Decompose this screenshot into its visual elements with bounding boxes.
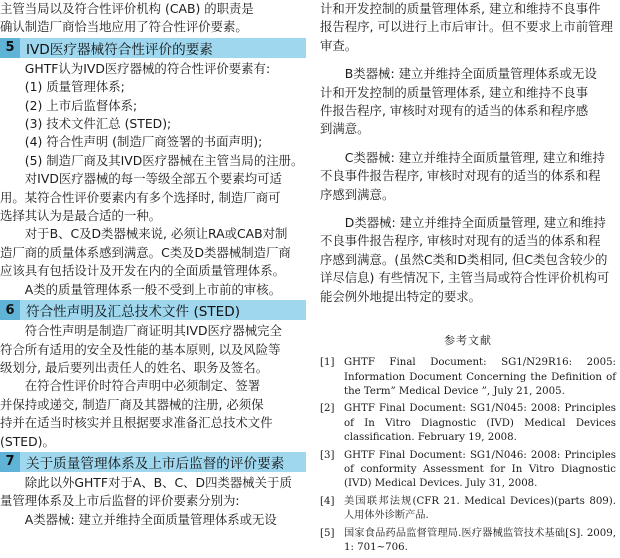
reference-item	[320, 495, 616, 524]
reference-item	[320, 402, 616, 445]
reference-number: [2]	[320, 403, 335, 415]
sec7-p2: A类器械: 建立并维持全面质量管理体系或无设	[24, 511, 277, 527]
section-7-number: 7	[0, 452, 20, 472]
sec5-item-5: (5) 制造厂商及其IVD医疗器械在主管当局的注册。	[24, 152, 304, 168]
reference-number: [3]	[320, 449, 335, 461]
sec5-p2-line-2: 造厂商的质量体系感到满意。C类及D类器械制造厂商	[0, 244, 291, 260]
sec5-p3: A类的质量管理体系一般不受到上市前的审核。	[24, 281, 282, 297]
section-7-title: 关于质量管理体系及上市后监督的评价要素	[26, 455, 285, 472]
section-5-number: 5	[0, 38, 20, 58]
sec6-p2-line-3: 持并在适当时核实并且根据要求准备汇总技术文件	[0, 415, 273, 431]
reference-text: 国家食品药品监督管理局.医疗器械监管技术基础[S]. 2009, 1: 701~706.	[344, 527, 616, 553]
sec6-p1-line-1: 符合性声明是制造厂商证明其IVD医疗器械完全	[24, 323, 282, 339]
reference-number: [5]	[320, 527, 335, 539]
class-d-line-1: D类器械: 建立并维持全面质量管理, 建立和维持	[344, 215, 606, 231]
right-p0-line-1: 计和开发控制的质量管理体系, 建立和维持不良事件	[320, 1, 601, 16]
right-p0-line-2: 报告程序, 可以进行上市后审计。但不要求上市前管理	[320, 19, 613, 35]
sec6-p2-line-4: (STED)。	[0, 433, 55, 449]
section-6-heading	[0, 300, 306, 320]
class-d-line-2: 不良事件报告程序, 审核时对现有的适当的体系和程	[320, 233, 601, 249]
reference-number: [4]	[320, 495, 335, 507]
reference-item	[320, 449, 616, 492]
sec7-p1-line-1: 除此以外GHTF对于A、B、C、D四类器械关于质	[24, 474, 292, 490]
section-7-heading	[0, 452, 306, 472]
class-d-line-5: 能会例外地提出特定的要求。	[320, 288, 482, 304]
sec6-p1-line-2: 符合所有适用的安全及性能的基本原则, 以及风险等	[0, 341, 281, 357]
sec6-p2-line-1: 在符合性评价时符合声明中必须制定、签署	[24, 378, 261, 394]
intro-line-1: 主管当局以及符合性评价机构 (CAB) 的职责是	[0, 1, 254, 16]
reference-text: GHTF Final Document: SG1/N046: 2008: Principles of conformity Assessment for In Vitro Diagnostic (IVD) Medical Devices. July 31, 2008.	[344, 449, 616, 490]
class-c-line-2: 不良事件报告程序, 审核时对现有的适当的体系和程	[320, 168, 601, 184]
sec7-p1-line-2: 量管理体系及上市后监督的评价要素分别为:	[0, 493, 240, 509]
reference-item	[320, 356, 616, 399]
section-6-title: 符合性声明及汇总技术文件 (STED)	[26, 304, 241, 321]
references-title: 参考文献	[444, 334, 492, 348]
sec6-p2-line-2: 并保持或递交, 制造厂商及其器械的注册, 必须保	[0, 396, 264, 412]
left-column	[0, 0, 306, 529]
sec5-p2-line-3: 应该具有包括设计及开发在内的全面质量管理体系。	[0, 263, 285, 279]
sec5-lead: GHTF认为IVD医疗器械的符合性评价要素有:	[24, 60, 271, 76]
class-c-line-3: 序感到满意。	[320, 186, 395, 202]
class-c-line-1: C类器械: 建立并维持全面质量管理, 建立和维持	[344, 149, 605, 165]
reference-text: 美国联邦法规(CFR 21. Medical Devices)(parts 809). 人用体外诊断产品.	[344, 495, 616, 522]
section-5-heading	[0, 38, 306, 58]
right-p0-line-3: 审查。	[320, 37, 358, 53]
section-6-number: 6	[0, 300, 20, 320]
sec5-item-2: (2) 上市后监督体系;	[24, 97, 138, 113]
right-column	[320, 0, 616, 558]
class-b-line-3: 件报告程序, 审核时对现有的适当的体系和程序感	[320, 103, 589, 119]
reference-number: [1]	[320, 357, 335, 369]
class-b-line-4: 到满意。	[320, 121, 370, 137]
sec5-item-3: (3) 技术文件汇总 (STED);	[24, 116, 172, 132]
section-5-title: IVD医疗器械符合性评价的要素	[26, 41, 213, 58]
class-d-line-3: 序感到满意。(虽然C类和D类相同, 但C类包含较少的	[320, 251, 608, 267]
class-b-line-2: 计和开发控制的质量管理体系, 建立和维持不良事	[320, 84, 589, 100]
sec5-item-1: (1) 质量管理体系;	[24, 79, 125, 95]
sec6-p1-line-3: 级划分, 最后要列出责任人的姓名、职务及签名。	[0, 359, 269, 375]
class-b-line-1: B类器械: 建立并维持全面质量管理体系或无设	[344, 66, 597, 82]
sec5-p2-line-1: 对于B、C及D类器械来说, 必须让RA或CAB对制	[24, 226, 288, 242]
sec5-p1-line-1: 对IVD医疗器械的每一等级全部五个要素均可适	[24, 171, 282, 187]
sec5-p1-line-2: 用。某符合性评价要素内有多个选择时, 制造厂商可	[0, 189, 281, 205]
reference-text: GHTF Final Document: SG1/N29R16: 2005: Information Document Concerning the Definition of the Term” Medical Device ”, July 21, 2005.	[344, 357, 616, 397]
sec5-p1-line-3: 选择其认为是最合适的一种。	[0, 208, 162, 224]
reference-text: GHTF Final Document: SG1/N045: 2008: Principles of In Vitro Diagnostic (IVD) Medical Devices classification. February 19, 2008.	[344, 403, 616, 444]
sec5-item-4: (4) 符合性声明 (制造厂商签署的书面声明);	[24, 134, 263, 150]
class-d-line-4: 详尽信息) 有些情况下, 主管当局或符合性评价机构可	[320, 270, 610, 286]
reference-item	[320, 527, 616, 556]
intro-line-2: 确认制造厂商恰当地应用了符合性评价要素。	[0, 19, 248, 35]
